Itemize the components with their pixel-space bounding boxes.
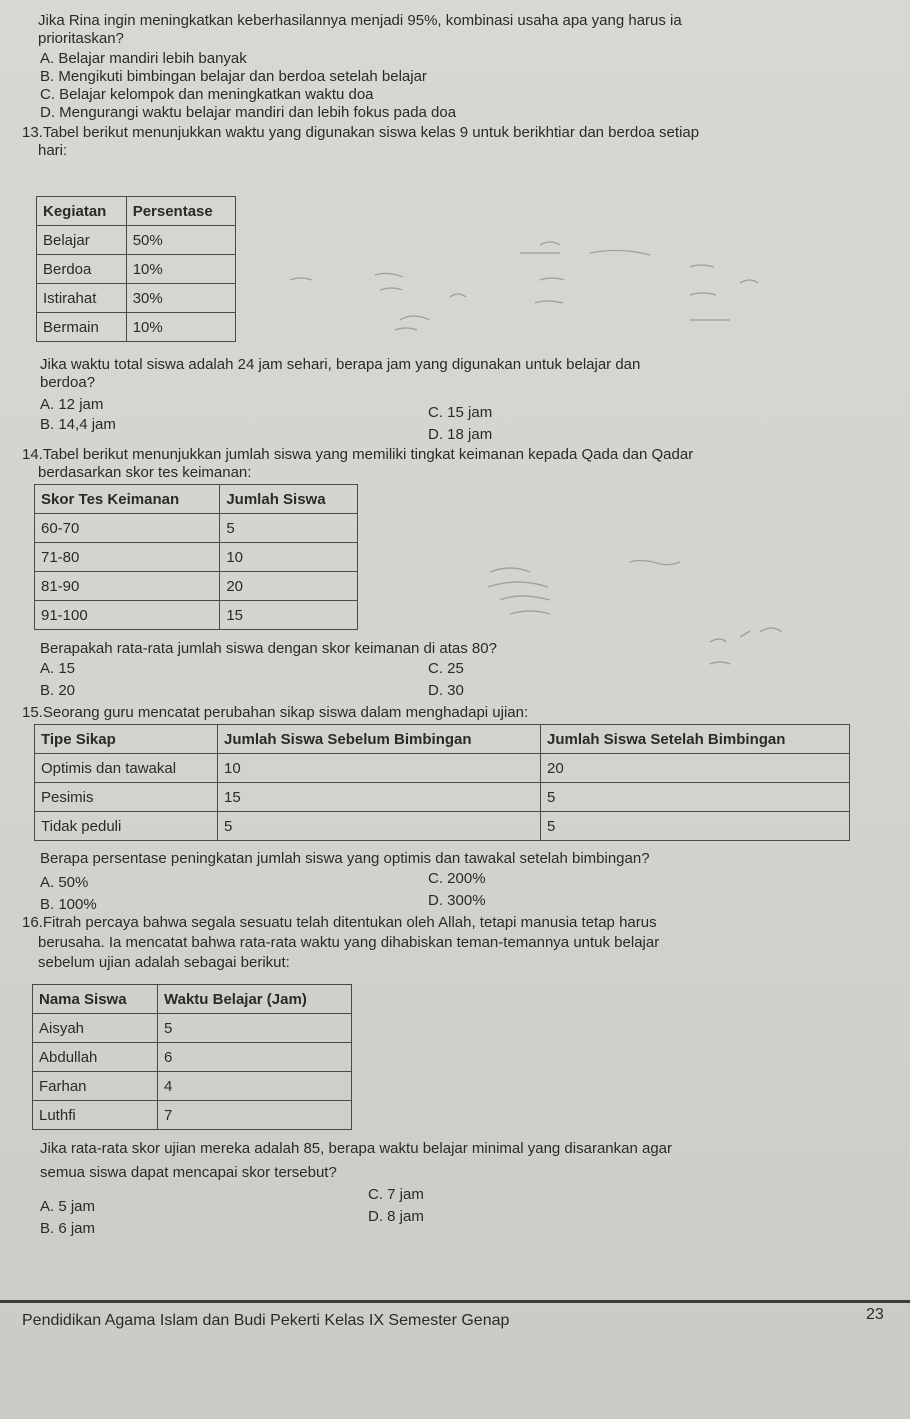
q12-text-line1: Jika Rina ingin meningkatkan keberhasilannya menjadi 95%, kombinasi usaha apa yang harus ia — [38, 12, 682, 29]
q13-header-kegiatan: Kegiatan — [37, 197, 127, 226]
table-row — [35, 601, 358, 630]
table-cell: 30% — [126, 284, 235, 313]
table-cell: Bermain — [37, 313, 127, 342]
table-cell: 6 — [158, 1043, 352, 1072]
q13-option-d: D. 18 jam — [428, 426, 493, 443]
table-cell: 20 — [220, 572, 358, 601]
table-cell: 5 — [158, 1014, 352, 1043]
table-row — [33, 1014, 352, 1043]
footer-divider — [0, 1300, 910, 1303]
table-cell: 60-70 — [35, 514, 220, 543]
q14-header-jumlah: Jumlah Siswa — [220, 485, 358, 514]
q15-option-c: C. 200% — [428, 870, 486, 887]
q14-table — [34, 484, 358, 630]
table-cell: Belajar — [37, 226, 127, 255]
table-cell: 5 — [220, 514, 358, 543]
q16-text-line1: 16.Fitrah percaya bahwa segala sesuatu telah ditentukan oleh Allah, tetapi manusia tetap harus — [22, 914, 657, 931]
q13-text-line1: 13.Tabel berikut menunjukkan waktu yang digunakan siswa kelas 9 untuk berikhtiar dan berdoa setiap — [22, 124, 700, 141]
table-row — [35, 783, 850, 812]
table-cell: Istirahat — [37, 284, 127, 313]
table-cell: 10% — [126, 313, 235, 342]
q15-header-setelah: Jumlah Siswa Setelah Bimbingan — [541, 725, 850, 754]
table-cell: Berdoa — [37, 255, 127, 284]
q15-option-b: B. 100% — [40, 896, 97, 913]
q13-question-line1: Jika waktu total siswa adalah 24 jam sehari, berapa jam yang digunakan untuk belajar dan — [40, 356, 641, 373]
footer-book-title: Pendidikan Agama Islam dan Budi Pekerti Kelas IX Semester Genap — [22, 1312, 510, 1329]
table-cell: 81-90 — [35, 572, 220, 601]
q15-option-a: A. 50% — [40, 874, 89, 891]
table-row — [33, 1043, 352, 1072]
table-row — [35, 572, 358, 601]
q14-question: Berapakah rata-rata jumlah siswa dengan skor keimanan di atas 80? — [40, 640, 497, 657]
table-row — [37, 313, 236, 342]
q16-text-line3: sebelum ujian adalah sebagai berikut: — [38, 954, 290, 971]
q12-option-c: C. Belajar kelompok dan meningkatkan waktu doa — [40, 86, 374, 103]
table-row — [37, 284, 236, 313]
q12-text-line2: prioritaskan? — [38, 30, 124, 47]
table-cell: Abdullah — [33, 1043, 158, 1072]
q13-option-a: A. 12 jam — [40, 396, 104, 413]
q16-question-line1: Jika rata-rata skor ujian mereka adalah 85, berapa waktu belajar minimal yang disarankan agar — [40, 1140, 673, 1157]
q12-option-a: A. Belajar mandiri lebih banyak — [40, 50, 247, 67]
q16-option-b: B. 6 jam — [40, 1220, 96, 1237]
page-number: 23 — [866, 1306, 884, 1323]
q15-text-line1: 15.Seorang guru mencatat perubahan sikap siswa dalam menghadapi ujian: — [22, 704, 529, 721]
q16-header-nama: Nama Siswa — [33, 985, 158, 1014]
table-row — [35, 543, 358, 572]
q15-header-sebelum: Jumlah Siswa Sebelum Bimbingan — [218, 725, 541, 754]
table-cell: 15 — [218, 783, 541, 812]
q14-text-line2: berdasarkan skor tes keimanan: — [38, 464, 252, 481]
q16-header-waktu: Waktu Belajar (Jam) — [158, 985, 352, 1014]
table-row — [35, 754, 850, 783]
q15-header-tipe: Tipe Sikap — [35, 725, 218, 754]
q13-header-persentase: Persentase — [126, 197, 235, 226]
q14-header-skor: Skor Tes Keimanan — [35, 485, 220, 514]
table-cell: 5 — [541, 812, 850, 841]
table-row — [37, 226, 236, 255]
q15-option-d: D. 300% — [428, 892, 486, 909]
table-cell: 4 — [158, 1072, 352, 1101]
pencil-scribble-icon — [280, 235, 800, 335]
table-cell: 91-100 — [35, 601, 220, 630]
q13-question-line2: berdoa? — [40, 374, 96, 391]
q15-question: Berapa persentase peningkatan jumlah siswa yang optimis dan tawakal setelah bimbingan? — [40, 850, 650, 867]
q13-option-b: B. 14,4 jam — [40, 416, 116, 433]
table-row — [33, 1101, 352, 1130]
table-cell: 15 — [220, 601, 358, 630]
q13-text-line2: hari: — [38, 142, 68, 159]
table-cell: 71-80 — [35, 543, 220, 572]
q14-option-c: C. 25 — [428, 660, 464, 677]
q15-table — [34, 724, 850, 841]
q16-question-line2: semua siswa dapat mencapai skor tersebut? — [40, 1164, 337, 1181]
q12-option-d: D. Mengurangi waktu belajar mandiri dan lebih fokus pada doa — [40, 104, 457, 121]
q12-option-b: B. Mengikuti bimbingan belajar dan berdoa setelah belajar — [40, 68, 427, 85]
table-cell: Pesimis — [35, 783, 218, 812]
q16-text-line2: berusaha. Ia mencatat bahwa rata-rata waktu yang dihabiskan teman-temannya untuk belajar — [38, 934, 660, 951]
table-row — [35, 812, 850, 841]
table-cell: Aisyah — [33, 1014, 158, 1043]
table-cell: 20 — [541, 754, 850, 783]
q14-option-a: A. 15 — [40, 660, 76, 677]
table-cell: 5 — [541, 783, 850, 812]
q14-text-line1: 14.Tabel berikut menunjukkan jumlah siswa yang memiliki tingkat keimanan kepada Qada dan Qadar — [22, 446, 694, 463]
table-cell: 10 — [218, 754, 541, 783]
pencil-scribble-icon — [480, 552, 840, 672]
table-cell: Farhan — [33, 1072, 158, 1101]
table-row — [33, 1072, 352, 1101]
q14-option-b: B. 20 — [40, 682, 76, 699]
table-cell: 50% — [126, 226, 235, 255]
q14-option-d: D. 30 — [428, 682, 464, 699]
table-cell: 10 — [220, 543, 358, 572]
table-cell: Tidak peduli — [35, 812, 218, 841]
q16-table — [32, 984, 352, 1130]
table-cell: 10% — [126, 255, 235, 284]
table-cell: 5 — [218, 812, 541, 841]
table-row — [35, 514, 358, 543]
q16-option-a: A. 5 jam — [40, 1198, 96, 1215]
table-cell: Luthfi — [33, 1101, 158, 1130]
q13-option-c: C. 15 jam — [428, 404, 493, 421]
table-row — [37, 255, 236, 284]
q13-table — [36, 196, 236, 342]
q16-option-d: D. 8 jam — [368, 1208, 424, 1225]
table-cell: Optimis dan tawakal — [35, 754, 218, 783]
table-cell: 7 — [158, 1101, 352, 1130]
q16-option-c: C. 7 jam — [368, 1186, 424, 1203]
